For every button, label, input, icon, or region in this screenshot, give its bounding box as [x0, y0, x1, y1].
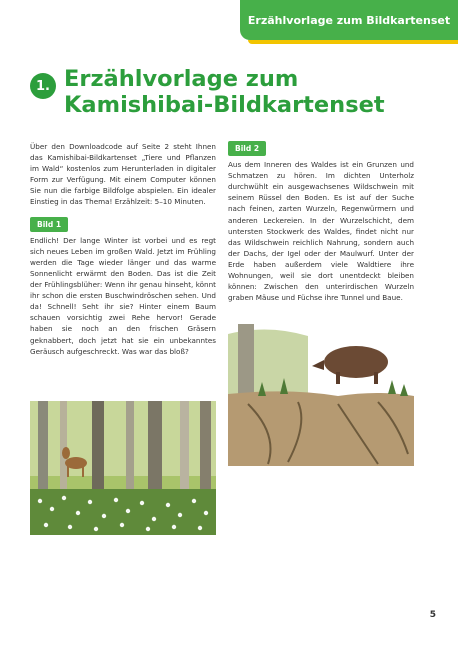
forest-deer-illustration	[30, 401, 216, 535]
page-title: Erzählvorlage zum Kamishibai-Bildkartenset	[64, 66, 385, 118]
page-number: 5	[429, 610, 436, 620]
page-header-tab	[240, 0, 458, 40]
section-number-badge: 1.	[30, 73, 56, 99]
left-column	[30, 141, 216, 357]
bild-2-text: Aus dem Inneren des Waldes ist ein Grunzen und Schmatzen zu hören. Im dichten Unterholz durchwühlt ein ausgewachsenes Wildschwein mit seinem Rüssel den Boden. Es ist auf der Suche nach feinen, zarten Wurzeln, Regenwürmern und anderen Leckereien. In der Wurzelschicht, dem untersten Stockwerk des Waldes, findet nicht nur das Wildschwein reichlich Nahrung, sondern auch der Dachs, der Igel oder der Maulwurf. Unter der Erde haben außerdem viele Waldtiere ihre Wohnungen, weil sie dort unentdeckt bleiben können: Zwischen den unterirdischen Wurzeln graben Mäuse und Füchse ihre Tunnel und Baue.	[228, 160, 414, 303]
intro-paragraph: Über den Downloadcode auf Seite 2 steht Ihnen das Kamishibai-Bildkartenset „Tiere und Pflanzen im Wald“ kostenlos zum Herunterladen in digitaler Form zur Verfügung. Mit einem Computer können Sie nun die farbige Bildfolge abspielen. Ein idealer Einstieg in das Thema! Erzählzeit: 5–10 Minuten.	[30, 142, 216, 207]
wild-boar-illustration	[228, 324, 414, 466]
bild-1-text: Endlich! Der lange Winter ist vorbei und es regt sich neues Leben im großen Wald. Jetzt im Frühling werden die Tage wieder länger und das warme Sonnenlicht erwärmt den Boden. Das ist die Zeit der Frühlingsblüher: Wenn ihr genau hinseht, könnt ihr schon die ersten Buschwindröschen sehen. Und da! Schnell! Seht ihr sie? Hinter einem Baum schauen vorsichtig zwei Rehe hervor! Gerade haben sie noch an den frischen Gräsern geknabbert, doch jetzt hat sie ein unbekanntes Geräusch aufgeschreckt. Was war das bloß?	[30, 235, 216, 356]
bild-2-label: Bild 2	[228, 141, 266, 156]
bild-1-label: Bild 1	[30, 217, 68, 232]
right-column	[228, 141, 414, 303]
header-label: Erzählvorlage zum Bildkartenset	[247, 13, 451, 27]
